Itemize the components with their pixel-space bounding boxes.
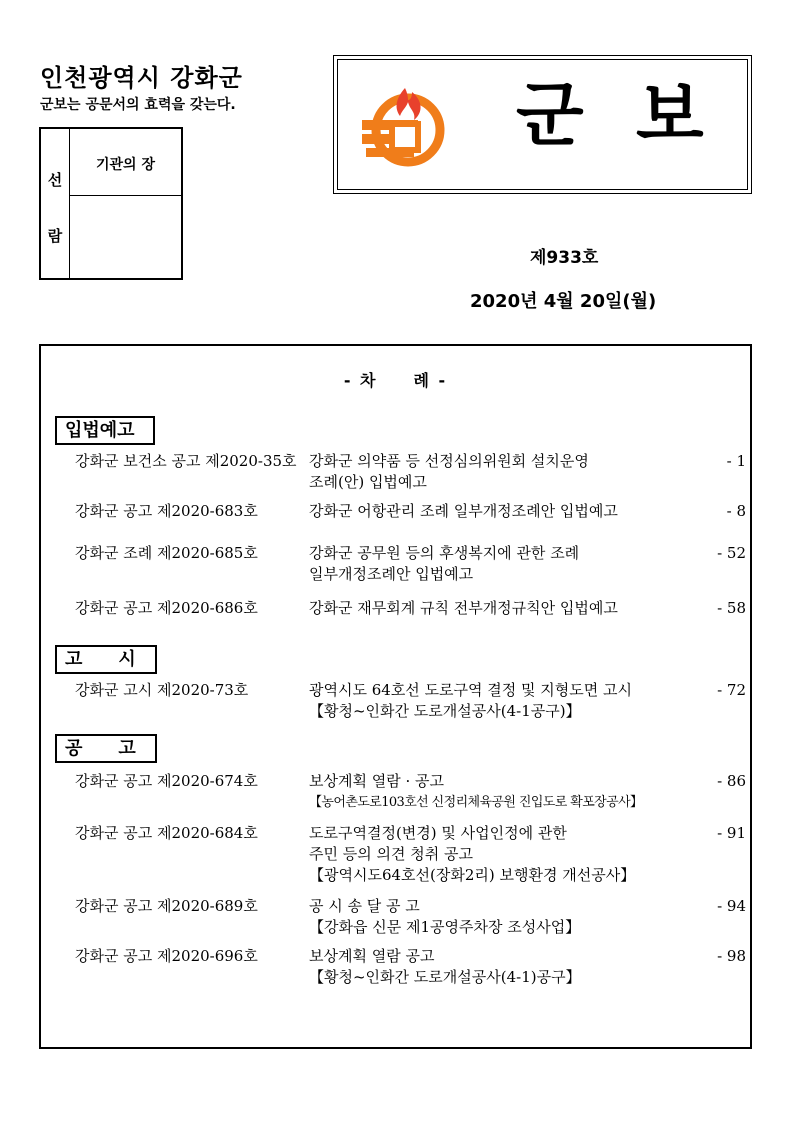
masthead-char-2: 보 (636, 74, 704, 156)
entry-page: - 1 (726, 452, 746, 470)
entry-page: - 8 (726, 502, 746, 520)
approval-side-char-1: 선 (47, 171, 63, 189)
organization-subtitle: 군보는 공문서의 효력을 갖는다. (40, 97, 236, 113)
entry-title: 도로구역결정(변경) 및 사업인정에 관한 주민 등의 의견 청취 공고 【광역시도64호선(장화2리) 보행환경 개선공사】 (309, 824, 636, 884)
entry-title: 강화군 공무원 등의 후생복지에 관한 조례 일부개정조례안 입법예고 (309, 544, 580, 583)
entry-source: 강화군 공고 제2020-674호 (75, 772, 258, 790)
masthead (333, 55, 752, 194)
approval-side-column (41, 129, 70, 278)
entry-source: 강화군 공고 제2020-689호 (75, 897, 258, 915)
entry-title: 보상계획 열람 · 공고 【농어촌도로103호선 신정리체육공원 진입도로 확포장공사】 (309, 772, 643, 810)
entry-page: - 94 (717, 897, 746, 915)
approval-side-char-2: 람 (47, 227, 63, 245)
issue-number: 제933호 (530, 248, 599, 268)
section-heading-announcement: 공 고 (55, 734, 157, 763)
entry-source: 강화군 공고 제2020-696호 (75, 947, 258, 965)
approval-header-cell (70, 129, 181, 196)
entry-source: 강화군 공고 제2020-684호 (75, 824, 258, 842)
entry-title: 강화군 의약품 등 선정심의위원회 설치운영 조례(안) 입법예고 (309, 452, 589, 491)
entry-page: - 86 (717, 772, 746, 790)
entry-source: 강화군 공고 제2020-686호 (75, 599, 258, 617)
entry-source: 강화군 고시 제2020-73호 (75, 681, 249, 699)
entry-page: - 58 (717, 599, 746, 617)
organization-name: 인천광역시 강화군 (40, 64, 243, 92)
table-of-contents (39, 344, 752, 1049)
gunbo-emblem-icon (360, 80, 450, 170)
toc-title: - 차 례 - (343, 371, 448, 390)
entry-source: 강화군 조례 제2020-685호 (75, 544, 258, 562)
masthead-inner-frame (337, 59, 748, 190)
issue-date: 2020년 4월 20일(월) (470, 291, 657, 312)
section-heading-legislative-notice: 입법예고 (55, 416, 155, 445)
entry-page: - 98 (717, 947, 746, 965)
entry-title: 강화군 어항관리 조례 일부개정조례안 입법예고 (309, 502, 618, 520)
entry-page: - 91 (717, 824, 746, 842)
section-heading-public-notice: 고 시 (55, 645, 157, 674)
approval-box (39, 127, 183, 280)
entry-page: - 52 (717, 544, 746, 562)
entry-title: 보상계획 열람 공고 【황청~인화간 도로개설공사(4-1)공구】 (309, 947, 581, 986)
entry-title: 광역시도 64호선 도로구역 결정 및 지형도면 고시 【황청~인화간 도로개설공사(4-1공구)】 (309, 681, 633, 720)
entry-title: 공 시 송 달 공 고 【강화읍 신문 제1공영주차장 조성사업】 (309, 897, 581, 936)
approval-header-label: 기관의 장 (96, 157, 155, 173)
entry-source: 강화군 보건소 공고 제2020-35호 (75, 452, 297, 470)
entry-source: 강화군 공고 제2020-683호 (75, 502, 258, 520)
masthead-char-1: 군 (516, 74, 584, 156)
entry-title: 강화군 재무회계 규칙 전부개정규칙안 입법예고 (309, 599, 618, 617)
entry-page: - 72 (717, 681, 746, 699)
